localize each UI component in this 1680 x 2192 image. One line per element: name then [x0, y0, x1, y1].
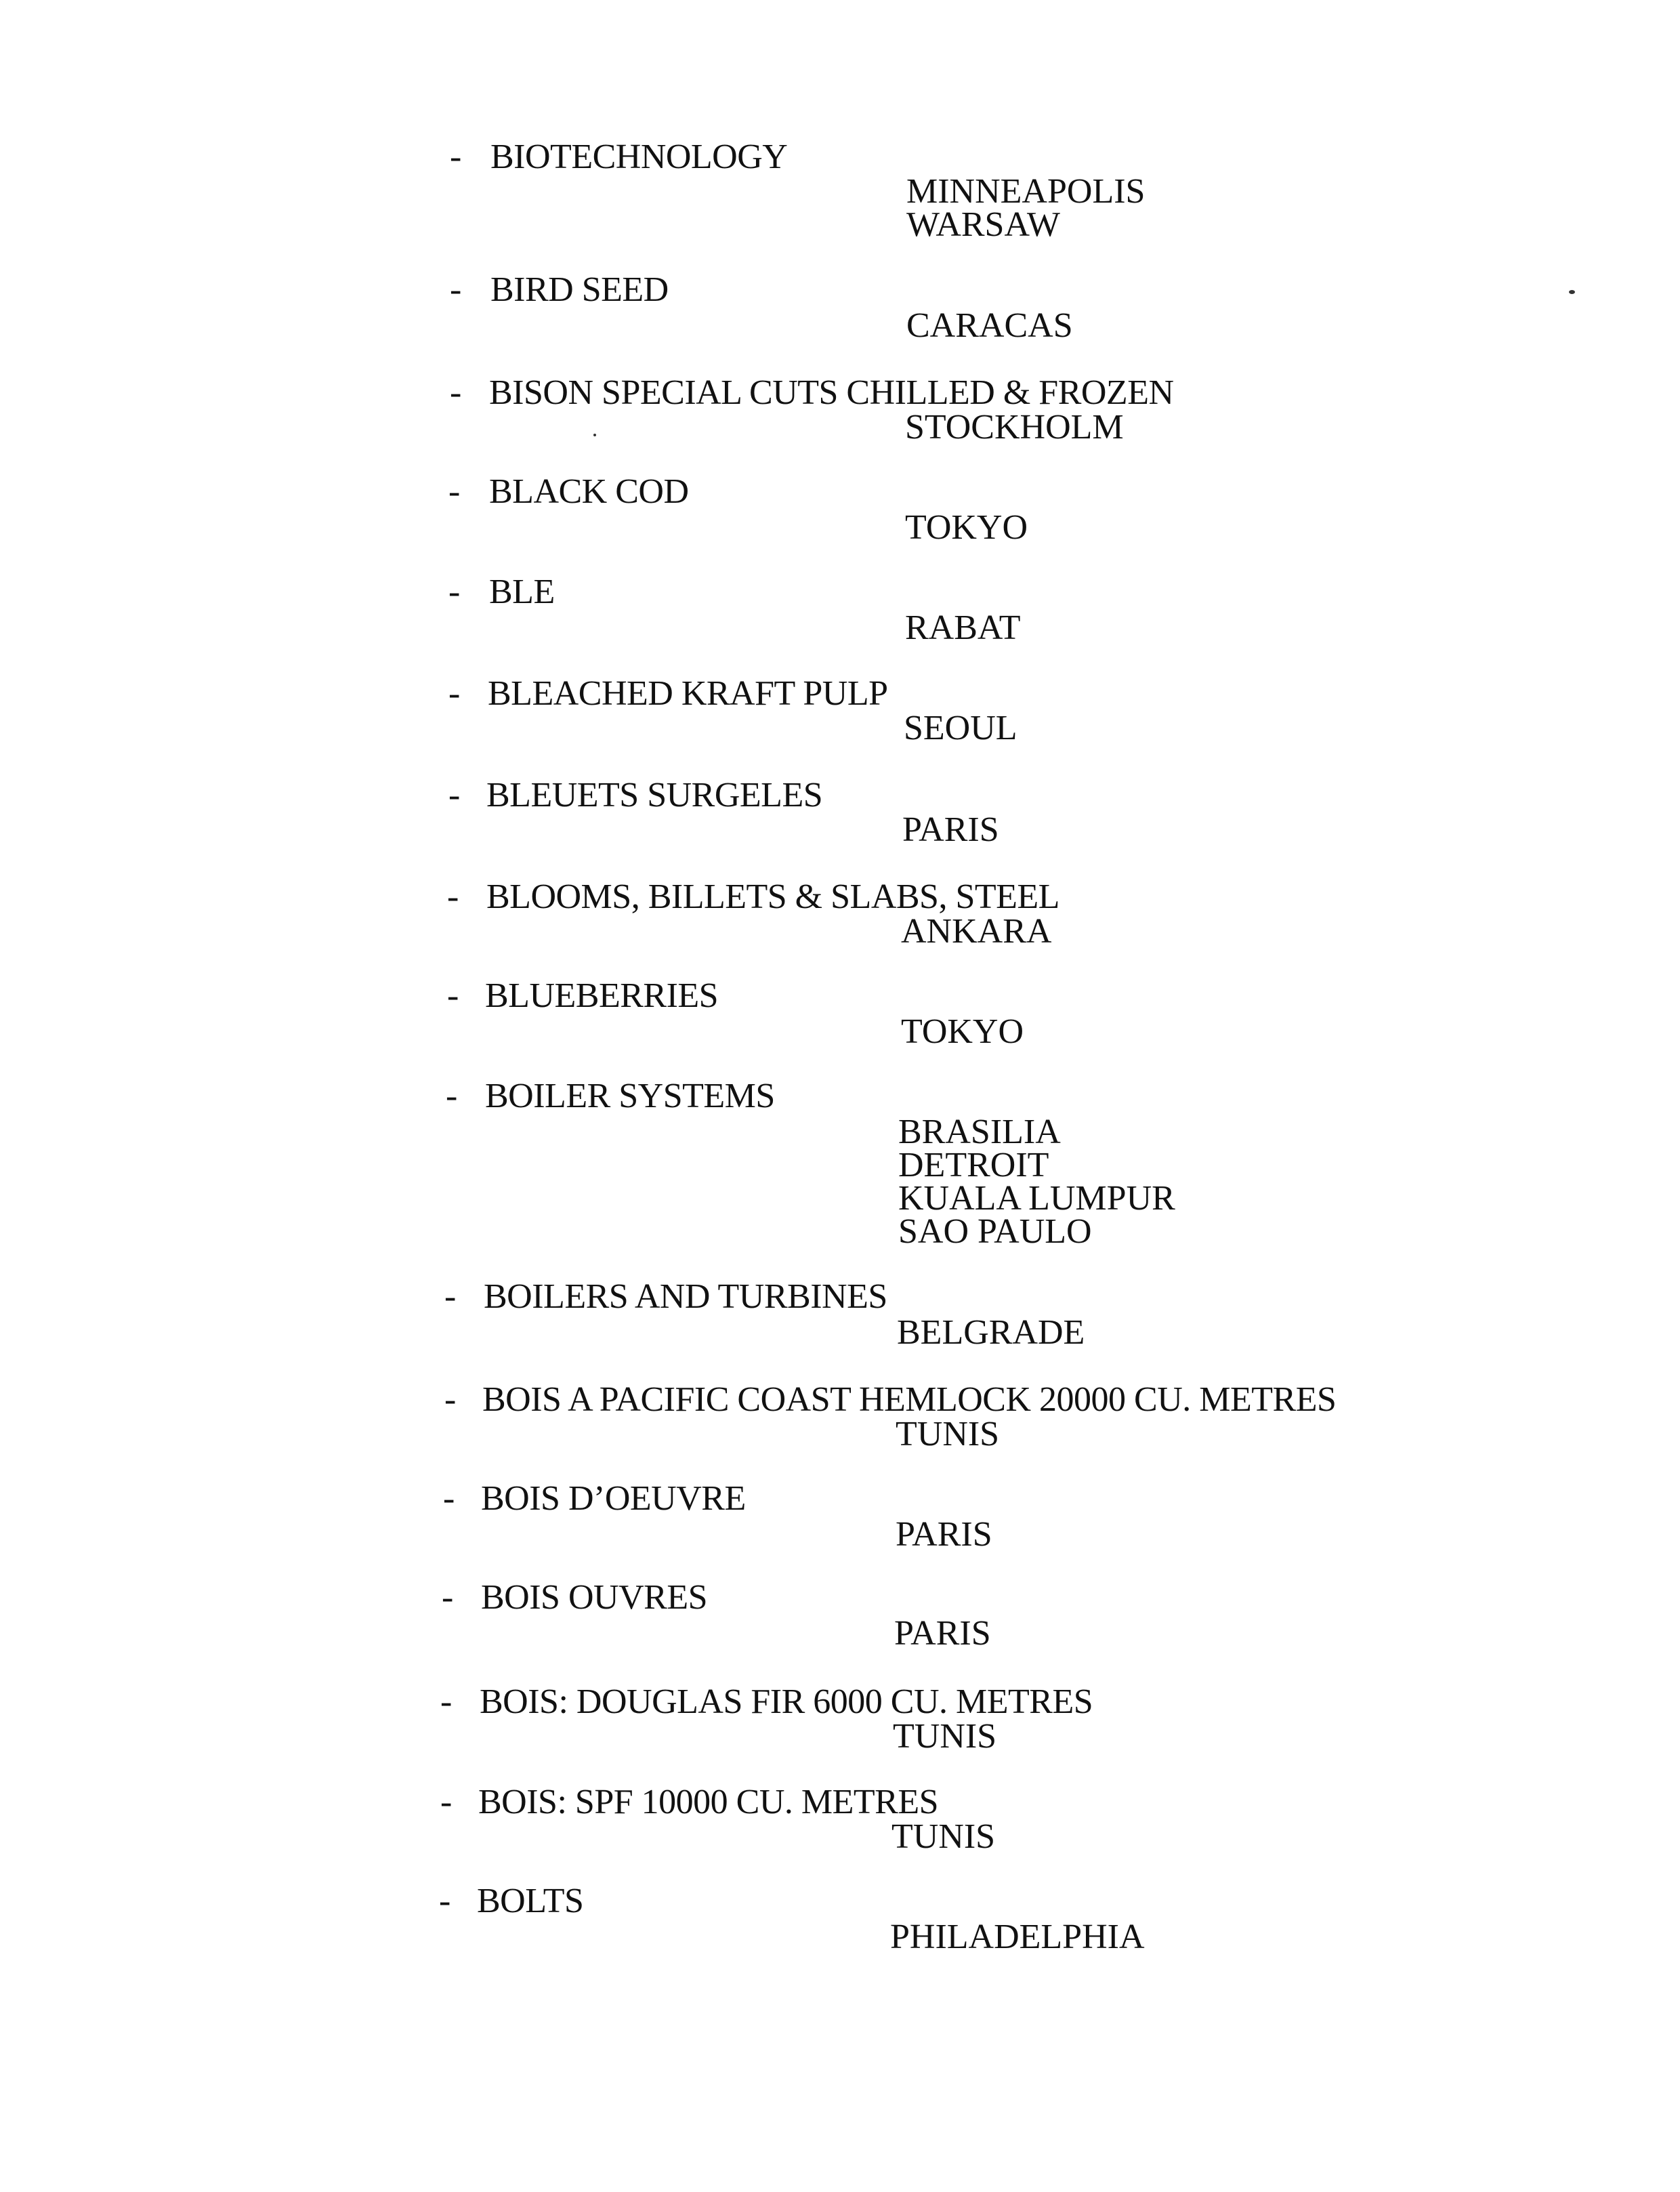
city-list [890, 1918, 1145, 1956]
city-list [905, 608, 1021, 647]
city-list [906, 306, 1073, 345]
bullet-dash: - [450, 138, 462, 176]
bullet-dash: - [447, 976, 459, 1015]
city-list [894, 1614, 991, 1653]
bullet-dash: - [443, 1479, 455, 1518]
city-name: WARSAW [906, 205, 1060, 244]
city-name: KUALA LUMPUR [898, 1179, 1175, 1218]
city-list [901, 1012, 1024, 1051]
city-list [905, 508, 1028, 547]
city-name: PHILADELPHIA [890, 1918, 1145, 1956]
product-name: BOIS D’OEUVRE [481, 1479, 746, 1518]
city-name: MINNEAPOLIS [906, 172, 1146, 211]
city-name: TUNIS [891, 1817, 996, 1856]
product-name: BOLTS [477, 1882, 584, 1920]
product-name: BOIS A PACIFIC COAST HEMLOCK 20000 CU. METRES [482, 1380, 1337, 1419]
product-name: BLOOMS, BILLETS & SLABS, STEEL [486, 877, 1059, 916]
city-name: PARIS [896, 1515, 992, 1554]
product-name: BISON SPECIAL CUTS CHILLED & FROZEN [489, 373, 1174, 412]
city-list [896, 1515, 992, 1554]
product-name: BLE [489, 573, 555, 611]
city-list [906, 172, 1146, 244]
city-list [898, 1113, 1175, 1251]
product-name: BIRD SEED [490, 270, 669, 309]
product-name: BLEUETS SURGELES [486, 776, 823, 814]
city-list [901, 912, 1052, 951]
city-list [904, 711, 1017, 745]
city-list [891, 1817, 996, 1856]
city-name: PARIS [894, 1614, 991, 1653]
city-list [905, 408, 1124, 447]
product-name: BOIS OUVRES [481, 1578, 707, 1617]
product-name: BOILERS AND TURBINES [484, 1277, 887, 1316]
product-name: BLUEBERRIES [485, 976, 719, 1015]
bullet-dash: - [446, 1077, 458, 1115]
city-list [896, 1415, 1000, 1453]
city-name: BRASILIA [898, 1113, 1061, 1151]
city-name: CARACAS [906, 306, 1073, 345]
bullet-dash: - [447, 877, 459, 916]
bullet-dash: - [439, 1882, 451, 1920]
product-name: BOIS: SPF 10000 CU. METRES [478, 1783, 939, 1821]
bullet-dash: - [450, 373, 462, 412]
scan-speck [593, 434, 596, 436]
bullet-dash: - [448, 472, 461, 511]
bullet-dash: - [444, 1380, 457, 1419]
city-name: DETROIT [898, 1146, 1049, 1184]
bullet-dash: - [440, 1682, 453, 1721]
city-name: ANKARA [901, 912, 1052, 951]
bullet-dash: - [440, 1783, 453, 1821]
product-name: BOILER SYSTEMS [485, 1077, 775, 1115]
bullet-dash: - [442, 1578, 454, 1617]
bullet-dash: - [448, 674, 461, 713]
bullet-dash: - [448, 573, 461, 611]
city-name: SAO PAULO [898, 1212, 1092, 1251]
product-name: BIOTECHNOLOGY [490, 138, 788, 176]
city-list [897, 1313, 1085, 1352]
bullet-dash: - [444, 1277, 457, 1316]
city-name: RABAT [905, 608, 1021, 647]
scan-speck [1569, 290, 1575, 294]
product-name: BLEACHED KRAFT PULP [488, 674, 888, 713]
city-name: SEOUL [904, 709, 1017, 747]
city-list [893, 1717, 997, 1756]
city-name: STOCKHOLM [905, 408, 1124, 447]
bullet-dash: - [450, 270, 462, 309]
city-name: TUNIS [893, 1717, 997, 1756]
product-name: BOIS: DOUGLAS FIR 6000 CU. METRES [480, 1682, 1093, 1721]
city-name: TOKYO [905, 508, 1028, 547]
city-list [902, 810, 999, 849]
city-name: PARIS [902, 810, 999, 849]
product-name: BLACK COD [489, 472, 689, 511]
city-name: BELGRADE [897, 1313, 1085, 1352]
bullet-dash: - [448, 776, 461, 814]
city-name: TUNIS [896, 1415, 1000, 1453]
city-name: TOKYO [901, 1012, 1024, 1051]
